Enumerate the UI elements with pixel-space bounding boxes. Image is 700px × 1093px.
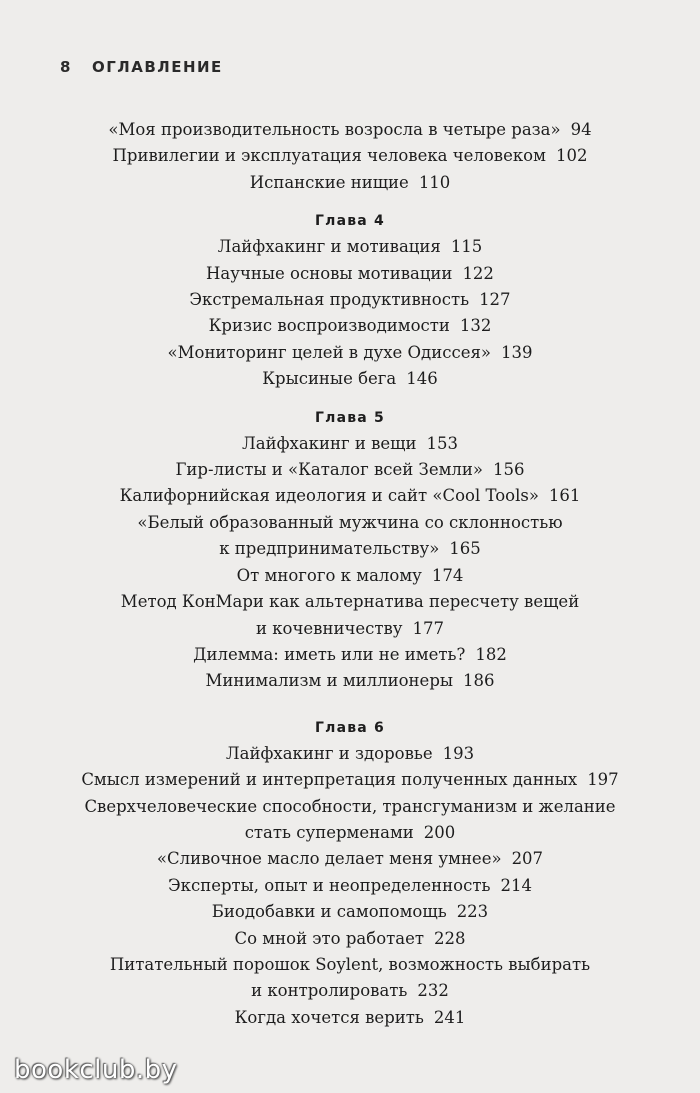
- toc-entry: [70, 899, 630, 925]
- toc-entry-title: Крысиные бега: [262, 369, 397, 389]
- toc-entry-title: и контролировать: [251, 981, 408, 1001]
- toc-entry: [70, 287, 630, 313]
- toc-entry-title: Лайфхакинг и вещи: [242, 433, 417, 453]
- toc-entry-page: 193: [442, 743, 475, 763]
- toc-entry-page: 207: [511, 849, 544, 869]
- toc-entry-title: «Мониторинг целей в духе Одиссея»: [167, 342, 491, 362]
- toc-entry-page: 174: [431, 565, 464, 585]
- toc-entry: [70, 143, 630, 169]
- toc-entry-page: 165: [449, 539, 481, 559]
- toc-entry: [70, 978, 630, 1004]
- toc-entry-page: 182: [475, 644, 507, 664]
- toc-entry-page: 241: [433, 1007, 466, 1027]
- toc-entry: [70, 926, 630, 952]
- toc-entry-title: стать суперменами: [244, 822, 414, 842]
- toc-entry-title: Лайфхакинг и здоровье: [225, 743, 433, 763]
- toc-entry-line1: Метод КонМари как альтернатива пересчету вещей: [120, 592, 580, 612]
- toc-entry-line1: Питательный порошок Soylent, возможность выбирать: [109, 954, 591, 974]
- toc-entry-page: 115: [450, 237, 483, 257]
- toc-entry: [70, 616, 630, 642]
- toc-entry-title: и кочевничеству: [256, 618, 403, 638]
- toc-entry-title: Дилемма: иметь или не иметь?: [193, 644, 466, 664]
- toc-entry-title: Смысл измерений и интерпретация полученных данных: [81, 770, 578, 790]
- toc-entry-page: 132: [459, 316, 492, 336]
- toc-entry-title: Со мной это работает: [234, 928, 424, 948]
- toc-entry-title: Лайфхакинг и мотивация: [217, 237, 441, 257]
- toc-entry: [70, 170, 630, 196]
- site-watermark: bookclub.by: [14, 1055, 178, 1085]
- toc-entry-page: 102: [555, 146, 588, 166]
- toc-entry-title: Биодобавки и самопомощь: [211, 902, 447, 922]
- toc-entry: [70, 741, 630, 767]
- toc-entry-page: 127: [479, 290, 511, 310]
- toc-entry: [70, 261, 630, 287]
- toc-entry: [70, 340, 630, 366]
- chapter-heading: Глава 6: [315, 719, 385, 736]
- toc-entry: [70, 457, 630, 483]
- toc-entry: [70, 563, 630, 589]
- toc-entry-page: 156: [493, 460, 525, 480]
- toc-entry-title: От многого к малому: [236, 565, 422, 585]
- toc-entry-page: 186: [463, 671, 495, 691]
- toc-entry-title: «Моя производительность возросла в четыре раза»: [108, 120, 561, 139]
- toc-entry-page: 122: [462, 263, 494, 283]
- toc-entry-line1: Сверхчеловеческие способности, трансгуманизм и желание: [84, 796, 616, 816]
- toc-entry-title: Калифорнийская идеология и сайт «Cool Tools»: [119, 486, 539, 506]
- toc-entry: [70, 483, 630, 509]
- toc-entry-page: 228: [433, 928, 466, 948]
- toc-entry: [70, 234, 630, 260]
- toc-entry-title: Кризис воспроизводимости: [208, 316, 450, 336]
- toc-entry-title: Эксперты, опыт и неопределенность: [168, 875, 491, 895]
- table-of-contents: [70, 117, 630, 1031]
- toc-entry-title: «Сливочное масло делает меня умнее»: [156, 849, 502, 869]
- toc-entry-title: Привилегии и эксплуатация человека человеком: [112, 146, 546, 166]
- toc-entry-title: к предпринимательству»: [219, 539, 440, 559]
- toc-entry: [70, 846, 630, 872]
- toc-entry-page: 214: [500, 875, 532, 895]
- toc-entry-title: Когда хочется верить: [234, 1007, 424, 1027]
- chapter-heading: Глава 5: [315, 409, 385, 426]
- toc-entry: [70, 117, 630, 143]
- toc-entry-page: 139: [500, 342, 533, 362]
- toc-entry: [70, 767, 630, 793]
- toc-entry: [70, 313, 630, 339]
- toc-entry: [70, 642, 630, 668]
- toc-entry-title: Испанские нищие: [249, 172, 409, 192]
- toc-entry: [70, 431, 630, 457]
- toc-entry: [70, 1005, 630, 1031]
- toc-entry-title: Минимализм и миллионеры: [205, 671, 454, 691]
- toc-entry: [70, 668, 630, 694]
- toc-entry-page: 223: [456, 902, 489, 922]
- toc-entry-page: 232: [417, 981, 449, 1001]
- toc-entry-page: 146: [406, 369, 438, 389]
- toc-entry: [70, 820, 630, 846]
- toc-entry-line1: «Белый образованный мужчина со склонностью: [137, 512, 563, 532]
- toc-entry-page: 94: [570, 120, 592, 139]
- toc-entry-page: 153: [426, 433, 458, 453]
- toc-entry-title: Научные основы мотивации: [206, 263, 453, 283]
- toc-entry-page: 161: [548, 486, 581, 506]
- section-title: ОГЛАВЛЕНИЕ: [91, 58, 223, 76]
- chapter-heading: Глава 4: [315, 213, 385, 230]
- toc-entry: [70, 366, 630, 392]
- toc-entry-page: 110: [418, 172, 451, 192]
- toc-entry-page: 200: [423, 822, 456, 842]
- toc-entry-title: Экстремальная продуктивность: [189, 290, 470, 310]
- toc-entry: [70, 536, 630, 562]
- page-number: 8: [60, 58, 72, 76]
- toc-entry-page: 177: [412, 618, 444, 638]
- toc-entry-page: 197: [587, 770, 619, 790]
- toc-entry-title: Гир-листы и «Каталог всей Земли»: [175, 460, 483, 480]
- toc-entry: [70, 873, 630, 899]
- running-header: [60, 58, 223, 76]
